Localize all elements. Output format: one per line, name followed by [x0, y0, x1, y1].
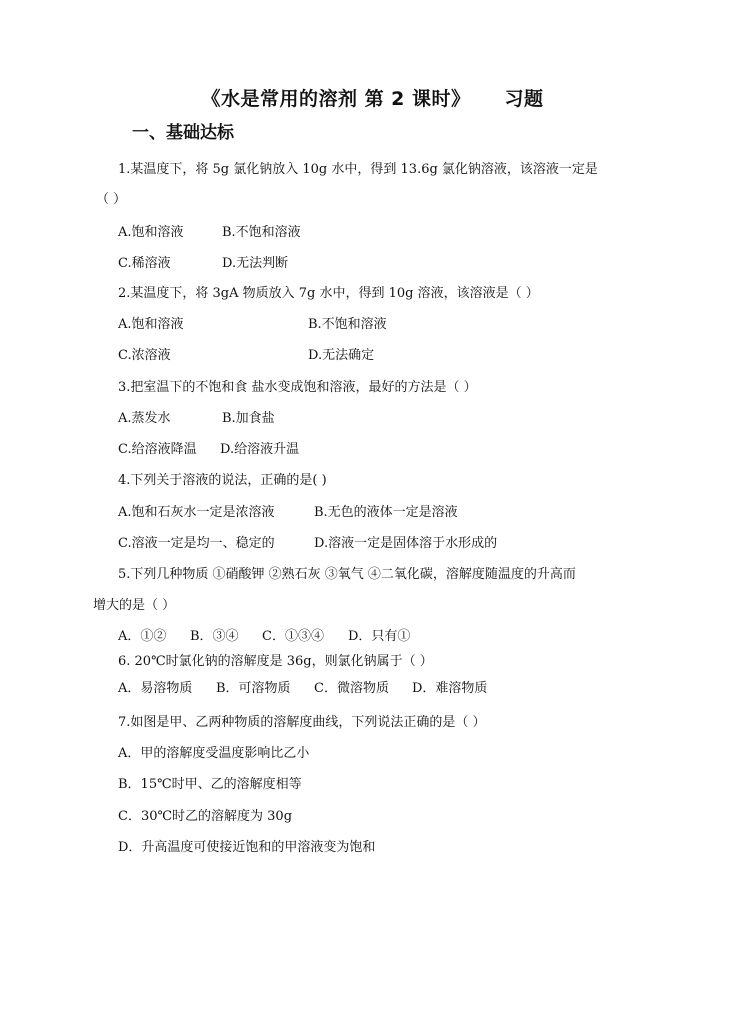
- question-6-option-b: B．可溶物质: [216, 681, 291, 696]
- question-4-options-row-2: [118, 536, 497, 552]
- question-3-option-d: D.给溶液升温: [220, 442, 300, 457]
- question-5-option-d: D．只有①: [348, 629, 411, 644]
- question-4-option-a: A.饱和石灰水一定是浓溶液: [118, 505, 275, 520]
- question-2-option-b: B.不饱和溶液: [308, 317, 387, 332]
- question-1-options-row-1: [118, 225, 301, 241]
- question-7-option-c: C．30℃时乙的溶解度为 30g: [118, 809, 293, 824]
- question-2-option-a: A.饱和溶液: [118, 317, 184, 332]
- section-heading: 一、基础达标: [132, 123, 234, 143]
- question-5-stem-continued: 增大的是（ ）: [93, 598, 176, 613]
- question-7-option-a: A．甲的溶解度受温度影响比乙小: [118, 746, 310, 761]
- question-4-option-c: C.溶液一定是均一、稳定的: [118, 536, 275, 551]
- question-2-stem: 2.某温度下，将 3gA 物质放入 7g 水中，得到 10g 溶液，该溶液是（ ）: [118, 286, 539, 301]
- question-6-options-row: [118, 681, 487, 697]
- page-title: [0, 84, 745, 111]
- title-main: 《水是常用的溶剂 第 2 课时》: [201, 88, 471, 110]
- question-2-option-c: C.浓溶液: [118, 348, 171, 363]
- question-7-stem: 7.如图是甲、乙两种物质的溶解度曲线，下列说法正确的是（ ）: [118, 715, 486, 730]
- question-1-option-d: D.无法判断: [222, 256, 289, 271]
- question-6-option-d: D．难溶物质: [412, 681, 488, 696]
- question-6-option-c: C．微溶物质: [314, 681, 389, 696]
- question-4-stem: 4.下列关于溶液的说法，正确的是( ): [118, 473, 327, 488]
- question-7-option-d: D．升高温度可使接近饱和的甲溶液变为饱和: [118, 840, 376, 855]
- question-1-stem: 1.某温度下，将 5g 氯化钠放入 10g 水中，得到 13.6g 氯化钠溶液，该溶液一定是: [118, 162, 598, 177]
- question-1-option-b: B.不饱和溶液: [222, 225, 301, 240]
- question-7-option-b: B．15℃时甲、乙的溶解度相等: [118, 777, 302, 792]
- question-5-option-c: C．①③④: [262, 629, 324, 644]
- question-5-option-a: A．①②: [118, 629, 167, 644]
- question-4-option-b: B.无色的液体一定是溶液: [314, 505, 458, 520]
- question-3-option-c: C.给溶液降温: [118, 442, 197, 457]
- question-4-options-row-1: [118, 505, 458, 521]
- question-3-option-b: B.加食盐: [222, 411, 275, 426]
- title-suffix: 习题: [504, 88, 544, 110]
- question-4-option-d: D.溶液一定是固体溶于水形成的: [314, 536, 498, 551]
- question-1-option-a: A.饱和溶液: [118, 225, 184, 240]
- question-5-options-row: [118, 629, 410, 645]
- question-2-option-d: D.无法确定: [308, 348, 375, 363]
- question-3-option-a: A.蒸发水: [118, 411, 171, 426]
- question-2-options-row-2: [118, 348, 374, 364]
- question-2-options-row-1: [118, 317, 387, 333]
- question-6-option-a: A．易溶物质: [118, 681, 193, 696]
- question-3-options-row-2: [118, 442, 299, 458]
- question-6-stem: 6. 20℃时氯化钠的溶解度是 36g，则氯化钠属于（ ）: [118, 654, 433, 669]
- question-3-options-row-1: [118, 411, 275, 427]
- question-1-option-c: C.稀溶液: [118, 256, 171, 271]
- question-1-blank: （ ）: [96, 192, 127, 207]
- question-5-stem: 5.下列几种物质 ①硝酸钾 ②熟石灰 ③氧气 ④二氧化碳，溶解度随温度的升高而: [118, 567, 576, 582]
- question-5-option-b: B．③④: [190, 629, 239, 644]
- question-1-options-row-2: [118, 256, 288, 272]
- question-3-stem: 3.把室温下的不饱和食 盐水变成饱和溶液，最好的方法是（ ）: [118, 380, 477, 395]
